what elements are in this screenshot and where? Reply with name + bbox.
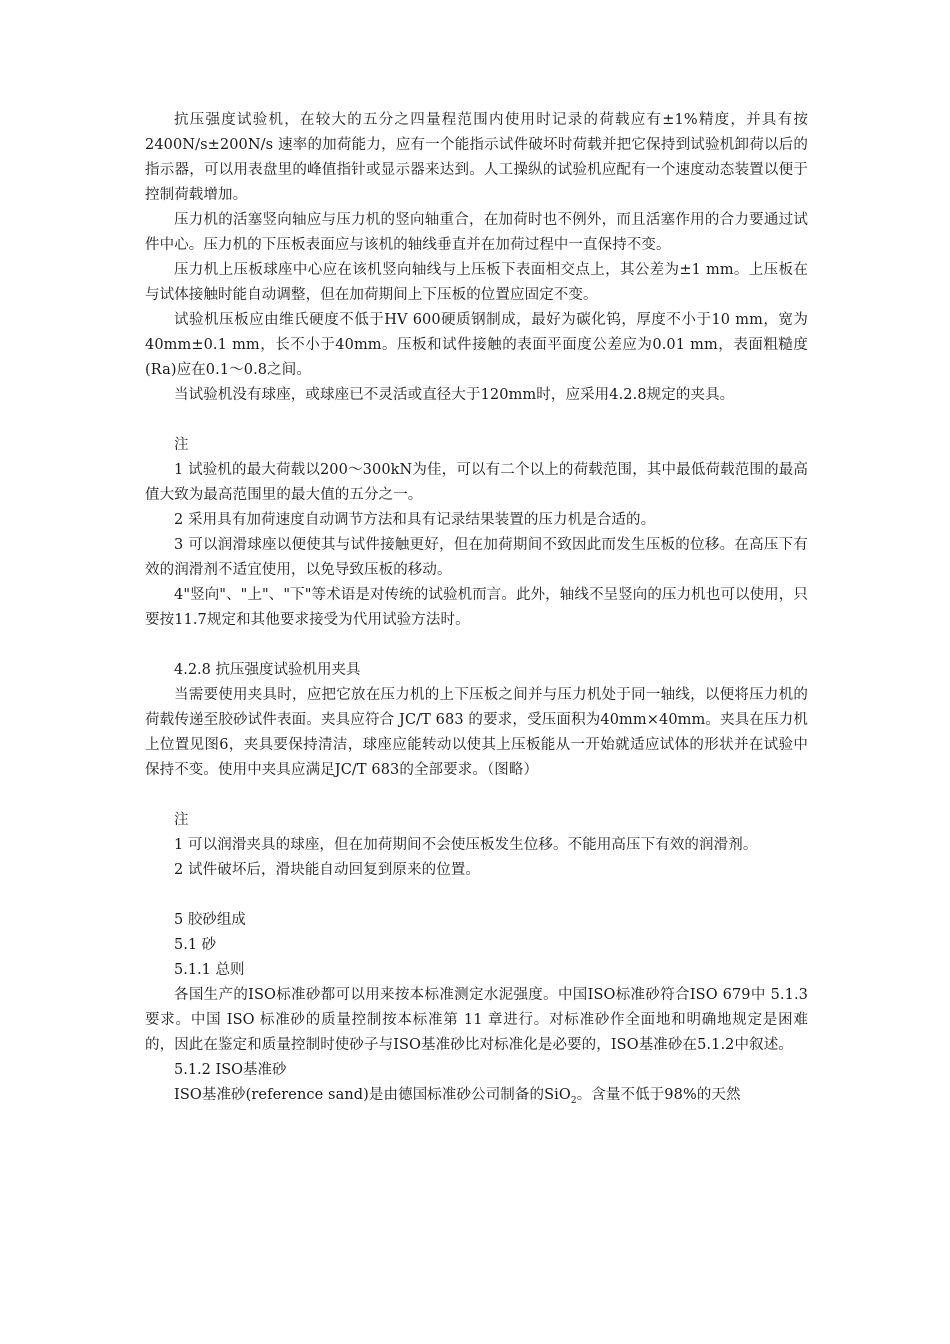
note-item: 2 试件破坏后，滑块能自动回复到原来的位置。 [174, 862, 481, 878]
text-run: ISO基准砂(reference sand)是由德国标准砂公司制备的SiO [174, 1087, 571, 1103]
text-run: 。含量不低于98%的天然 [576, 1087, 741, 1103]
paragraph: 当试验机没有球座，或球座已不灵活或直径大于120mm时，应采用4.2.8规定的夹具。 [174, 387, 735, 403]
section-heading-5-1: 5.1 砂 [174, 937, 217, 953]
paragraph [145, 1083, 808, 1114]
note-item: 1 试验机的最大荷载以200～300kN为佳，可以有二个以上的荷载范围，其中最低荷载范围的最高值大致为最高范围里的最大值的五分之一。 [145, 462, 808, 503]
section-heading-5-1-1: 5.1.1 总则 [174, 962, 245, 978]
section-heading-5-1-2: 5.1.2 ISO基准砂 [174, 1062, 287, 1078]
subscript: 2 [570, 1095, 577, 1106]
paragraph: 压力机的活塞竖向轴应与压力机的竖向轴重合，在加荷时也不例外，而且活塞作用的合力要通过试件中心。压力机的下压板表面应与该机的轴线垂直并在加荷过程中一直保持不变。 [145, 212, 808, 253]
paragraph: 当需要使用夹具时，应把它放在压力机的上下压板之间并与压力机处于同一轴线，以便将压力机的荷载传递至胶砂试件表面。夹具应符合 JC/T 683 的要求，受压面积为40mm×40mm。夹具在压力机上位置见图6，夹具要保持清洁，球座应能转动以使其上压板能从一开始就适应试体的形状并在试验中保持不变。使用中夹具应满足JC/T 683的全部要求。（图略） [145, 687, 808, 778]
paragraph: 试验机压板应由维氏硬度不低于HV 600硬质钢制成，最好为碳化钨，厚度不小于10 mm，宽为 40mm±0.1 mm，长不小于40mm。压板和试件接触的表面平面度公差应为0.01 mm，表面粗糙度 (Ra)应在0.1～0.8之间。 [145, 312, 808, 378]
note-heading: 注 [174, 437, 189, 453]
paragraph: 各国生产的ISO标准砂都可以用来按本标准测定水泥强度。中国ISO标准砂符合ISO 679中 5.1.3 要求。中国 ISO 标准砂的质量控制按本标准第 11 章进行。对标准砂作全面地和明确地规定是困难的，因此在鉴定和质量控制时使砂子与ISO基准砂比对标准化是必要的，ISO基准砂在5.1.2中叙述。 [145, 987, 808, 1053]
note-item: 4"竖向"、"上"、"下"等术语是对传统的试验机而言。此外，轴线不呈竖向的压力机也可以使用，只要按11.7规定和其他要求接受为代用试验方法时。 [145, 587, 808, 628]
section-heading-5: 5 胶砂组成 [174, 912, 246, 928]
paragraph: 抗压强度试验机，在较大的五分之四量程范围内使用时记录的荷载应有±1%精度，并具有按 2400N/s±200N/s 速率的加荷能力，应有一个能指示试件破坏时荷载并把它保持到试验机卸荷以后的指示器，可以用表盘里的峰值指针或显示器来达到。人工操纵的试验机应配有一个速度动态装置以便于控制荷载增加。 [145, 112, 808, 203]
document-page [145, 108, 808, 1114]
note-item: 3 可以润滑球座以便使其与试件接触更好，但在加荷期间不致因此而发生压板的位移。在高压下有效的润滑剂不适宜使用，以免导致压板的移动。 [145, 537, 808, 578]
section-heading-4-2-8: 4.2.8 抗压强度试验机用夹具 [174, 662, 361, 678]
note-heading: 注 [174, 812, 189, 828]
note-item: 1 可以润滑夹具的球座，但在加荷期间不会使压板发生位移。不能用高压下有效的润滑剂。 [174, 837, 758, 853]
note-item: 2 采用具有加荷速度自动调节方法和具有记录结果装置的压力机是合适的。 [174, 512, 656, 528]
paragraph: 压力机上压板球座中心应在该机竖向轴线与上压板下表面相交点上，其公差为±1 mm。上压板在与试体接触时能自动调整，但在加荷期间上下压板的位置应固定不变。 [145, 262, 808, 303]
